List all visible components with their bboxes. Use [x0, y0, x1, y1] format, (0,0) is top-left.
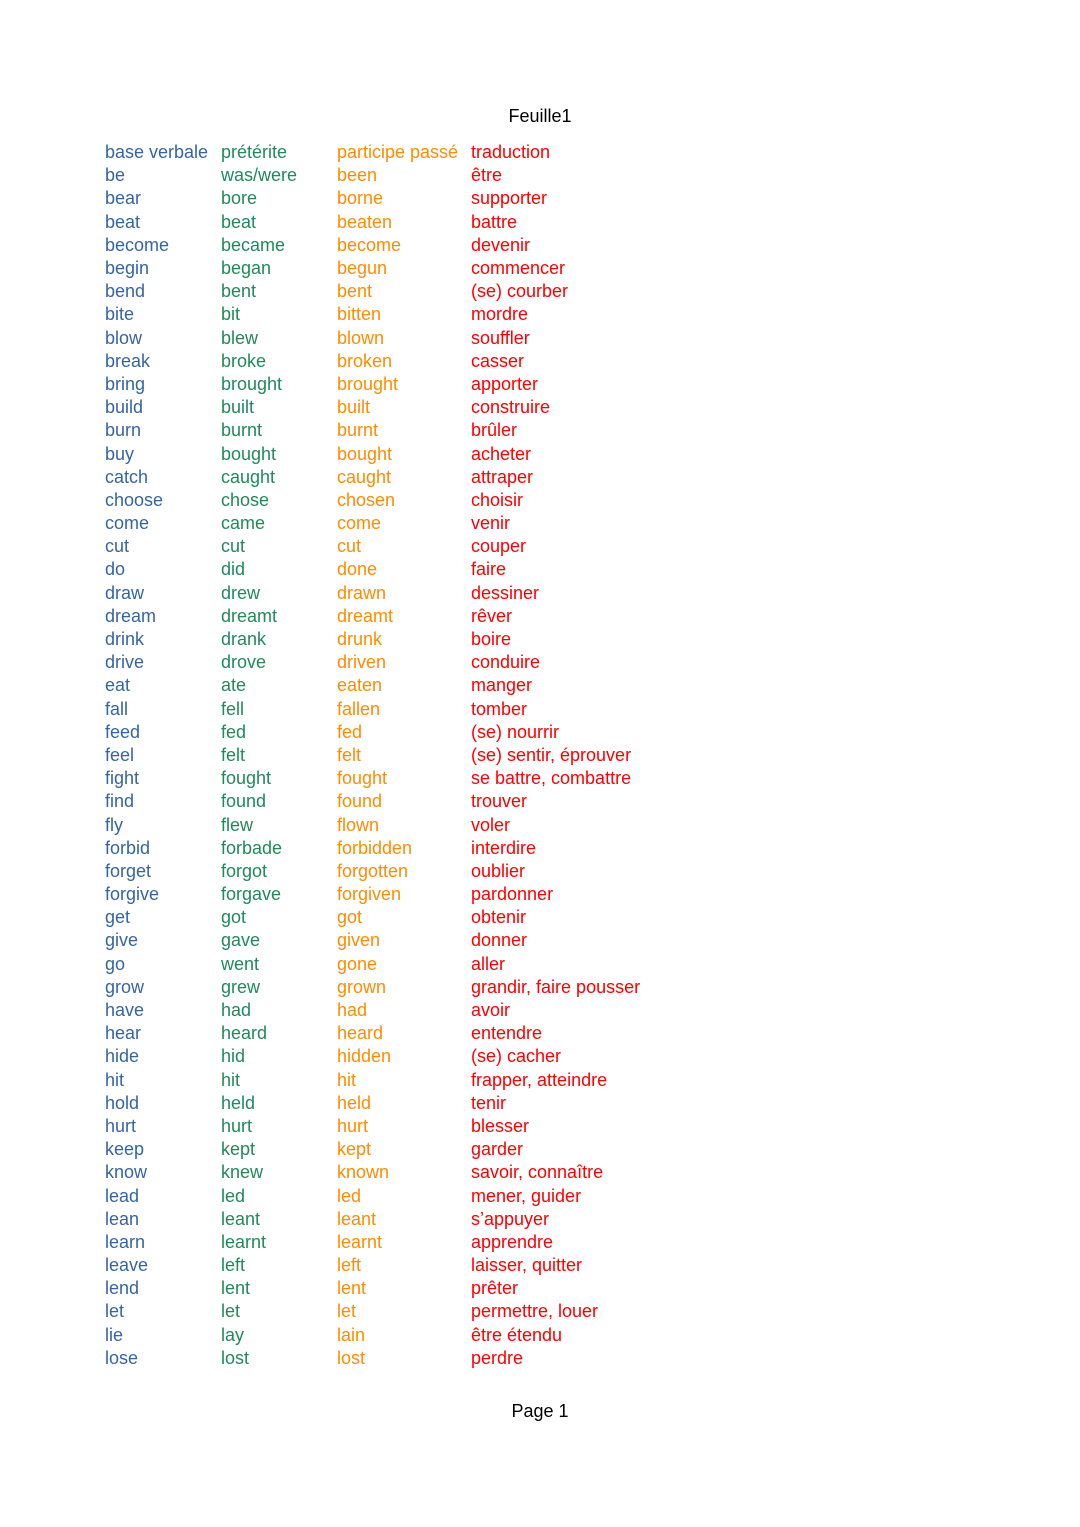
cell-base-verbale: drive: [105, 652, 145, 673]
cell-preterite: found: [221, 791, 267, 812]
cell-preterite: bit: [221, 304, 241, 325]
cell-participe-passe: been: [337, 165, 378, 186]
cell-preterite: leant: [221, 1208, 261, 1229]
table-row: [105, 350, 771, 373]
table-row: [105, 1184, 771, 1207]
table-row: [105, 1324, 771, 1347]
cell-traduction: grandir, faire pousser: [471, 976, 641, 997]
cell-base-verbale: come: [105, 513, 150, 534]
table-row: [105, 790, 771, 813]
cell-preterite: grew: [221, 976, 261, 997]
cell-preterite: began: [221, 258, 272, 279]
cell-participe-passe: built: [337, 397, 371, 418]
table-row: [105, 582, 771, 605]
cell-preterite: chose: [221, 489, 270, 510]
cell-traduction: battre: [471, 211, 518, 232]
cell-preterite: broke: [221, 350, 267, 371]
cell-preterite: held: [221, 1092, 256, 1113]
cell-base-verbale: forget: [105, 860, 152, 881]
cell-preterite: bent: [221, 281, 257, 302]
table-row: [105, 1231, 771, 1254]
cell-traduction: acheter: [471, 443, 532, 464]
cell-base-verbale: cut: [105, 536, 130, 557]
table-row: [105, 698, 771, 721]
cell-participe-passe: done: [337, 559, 378, 580]
cell-base-verbale: lean: [105, 1208, 140, 1229]
table-row: [105, 953, 771, 976]
table-row: [105, 373, 771, 396]
cell-preterite: lay: [221, 1324, 245, 1345]
cell-base-verbale: dream: [105, 605, 157, 626]
cell-preterite: came: [221, 513, 266, 534]
cell-traduction: s’appuyer: [471, 1208, 550, 1229]
cell-base-verbale: beat: [105, 211, 141, 232]
cell-participe-passe: learnt: [337, 1231, 383, 1252]
cell-participe-passe: grown: [337, 976, 387, 997]
cell-participe-passe: hit: [337, 1069, 357, 1090]
cell-base-verbale: fight: [105, 768, 140, 789]
verb-rows: [105, 164, 771, 1370]
cell-base-verbale: hurt: [105, 1115, 137, 1136]
table-row: [105, 512, 771, 535]
table-row: [105, 1254, 771, 1277]
table-row: [105, 1138, 771, 1161]
cell-traduction: savoir, connaître: [471, 1162, 604, 1183]
cell-preterite: blew: [221, 327, 259, 348]
cell-participe-passe: left: [337, 1255, 362, 1276]
table-row: [105, 1069, 771, 1092]
cell-base-verbale: fall: [105, 698, 129, 719]
cell-base-verbale: get: [105, 907, 131, 928]
table-row: [105, 187, 771, 210]
cell-participe-passe: dreamt: [337, 605, 394, 626]
cell-participe-passe: cut: [337, 536, 362, 557]
cell-participe-passe: begun: [337, 258, 388, 279]
table-row: [105, 999, 771, 1022]
cell-participe-passe: come: [337, 513, 382, 534]
cell-participe-passe: fallen: [337, 698, 381, 719]
cell-base-verbale: let: [105, 1301, 125, 1322]
cell-traduction: (se) nourrir: [471, 721, 560, 742]
cell-traduction: avoir: [471, 1000, 511, 1021]
cell-preterite: learnt: [221, 1231, 267, 1252]
table-row: [105, 744, 771, 767]
cell-participe-passe: broken: [337, 350, 393, 371]
cell-traduction: trouver: [471, 791, 528, 812]
cell-traduction: être: [471, 165, 503, 186]
cell-base-verbale: bring: [105, 373, 146, 394]
cell-base-verbale: begin: [105, 258, 150, 279]
cell-traduction: mordre: [471, 304, 529, 325]
table-row: [105, 767, 771, 790]
cell-preterite: drove: [221, 652, 267, 673]
table-row: [105, 906, 771, 929]
cell-participe-passe: let: [337, 1301, 357, 1322]
cell-preterite: forgave: [221, 884, 282, 905]
table-row: [105, 721, 771, 744]
cell-traduction: supporter: [471, 188, 548, 209]
cell-preterite: bore: [221, 188, 258, 209]
cell-preterite: heard: [221, 1023, 268, 1044]
table-row: [105, 605, 771, 628]
cell-preterite: beat: [221, 211, 257, 232]
table-row: [105, 929, 771, 952]
cell-base-verbale: hold: [105, 1092, 140, 1113]
cell-participe-passe: found: [337, 791, 383, 812]
cell-participe-passe: driven: [337, 652, 387, 673]
cell-participe-passe: hidden: [337, 1046, 392, 1067]
cell-traduction: entendre: [471, 1023, 543, 1044]
cell-base-verbale: blow: [105, 327, 143, 348]
cell-preterite: gave: [221, 930, 261, 951]
cell-traduction: couper: [471, 536, 527, 557]
cell-preterite: knew: [221, 1162, 264, 1183]
cell-preterite: got: [221, 907, 247, 928]
cell-base-verbale: give: [105, 930, 139, 951]
table-row: [105, 651, 771, 674]
cell-base-verbale: keep: [105, 1139, 145, 1160]
cell-traduction: casser: [471, 350, 525, 371]
cell-traduction: dessiner: [471, 582, 540, 603]
cell-base-verbale: break: [105, 350, 151, 371]
header-base-verbale: base verbale: [105, 142, 209, 163]
cell-traduction: blesser: [471, 1115, 530, 1136]
cell-traduction: laisser, quitter: [471, 1255, 583, 1276]
cell-preterite: lost: [221, 1347, 250, 1368]
table-row: [105, 257, 771, 280]
cell-preterite: caught: [221, 466, 276, 487]
table-row: [105, 883, 771, 906]
cell-traduction: devenir: [471, 234, 531, 255]
cell-traduction: interdire: [471, 837, 537, 858]
cell-preterite: kept: [221, 1139, 256, 1160]
cell-base-verbale: feel: [105, 744, 135, 765]
cell-traduction: manger: [471, 675, 533, 696]
cell-participe-passe: held: [337, 1092, 372, 1113]
cell-base-verbale: drink: [105, 629, 145, 650]
table-row: [105, 628, 771, 651]
cell-participe-passe: forgotten: [337, 860, 409, 881]
table-row: [105, 1161, 771, 1184]
cell-traduction: être étendu: [471, 1324, 563, 1345]
cell-base-verbale: forgive: [105, 884, 160, 905]
cell-base-verbale: eat: [105, 675, 131, 696]
table-row: [105, 164, 771, 187]
cell-preterite: flew: [221, 814, 254, 835]
table-row: [105, 837, 771, 860]
sheet-title: Feuille1: [508, 106, 572, 126]
cell-traduction: mener, guider: [471, 1185, 582, 1206]
cell-traduction: voler: [471, 814, 511, 835]
table-row: [105, 234, 771, 257]
cell-participe-passe: forgiven: [337, 884, 402, 905]
cell-base-verbale: hide: [105, 1046, 140, 1067]
cell-base-verbale: draw: [105, 582, 145, 603]
cell-traduction: donner: [471, 930, 528, 951]
cell-preterite: let: [221, 1301, 241, 1322]
cell-participe-passe: eaten: [337, 675, 383, 696]
cell-base-verbale: leave: [105, 1255, 149, 1276]
cell-participe-passe: bitten: [337, 304, 382, 325]
table-row: [105, 1300, 771, 1323]
cell-traduction: garder: [471, 1139, 524, 1160]
cell-base-verbale: bend: [105, 281, 146, 302]
cell-base-verbale: lie: [105, 1324, 124, 1345]
table-row: [105, 674, 771, 697]
cell-preterite: forgot: [221, 860, 268, 881]
cell-preterite: had: [221, 1000, 252, 1021]
cell-traduction: faire: [471, 559, 507, 580]
cell-participe-passe: forbidden: [337, 837, 413, 858]
table-row: [105, 860, 771, 883]
cell-participe-passe: hurt: [337, 1115, 369, 1136]
cell-base-verbale: learn: [105, 1231, 146, 1252]
cell-preterite: dreamt: [221, 605, 278, 626]
cell-traduction: tomber: [471, 698, 528, 719]
cell-base-verbale: hear: [105, 1023, 142, 1044]
cell-base-verbale: become: [105, 234, 170, 255]
cell-preterite: brought: [221, 373, 283, 394]
cell-base-verbale: go: [105, 953, 126, 974]
cell-participe-passe: kept: [337, 1139, 372, 1160]
cell-base-verbale: lose: [105, 1347, 139, 1368]
table-row: [105, 1347, 771, 1370]
cell-participe-passe: fed: [337, 721, 363, 742]
cell-base-verbale: find: [105, 791, 135, 812]
table-row: [105, 211, 771, 234]
table-row: [105, 280, 771, 303]
header-traduction: traduction: [471, 142, 551, 163]
cell-preterite: hid: [221, 1046, 246, 1067]
cell-preterite: bought: [221, 443, 277, 464]
cell-participe-passe: led: [337, 1185, 362, 1206]
cell-participe-passe: drunk: [337, 629, 383, 650]
cell-preterite: lent: [221, 1278, 251, 1299]
cell-traduction: frapper, atteindre: [471, 1069, 608, 1090]
cell-preterite: drank: [221, 629, 267, 650]
cell-preterite: did: [221, 559, 246, 580]
header-participe-passe: participe passé: [337, 142, 459, 163]
cell-preterite: cut: [221, 536, 246, 557]
cell-participe-passe: bent: [337, 281, 373, 302]
cell-base-verbale: bear: [105, 188, 142, 209]
cell-preterite: led: [221, 1185, 246, 1206]
cell-base-verbale: do: [105, 559, 126, 580]
cell-participe-passe: had: [337, 1000, 368, 1021]
cell-participe-passe: gone: [337, 953, 378, 974]
cell-traduction: prêter: [471, 1278, 519, 1299]
page-number: Page 1: [511, 1401, 569, 1421]
cell-traduction: aller: [471, 953, 506, 974]
cell-traduction: souffler: [471, 327, 530, 348]
cell-participe-passe: caught: [337, 466, 392, 487]
cell-traduction: brûler: [471, 420, 518, 441]
cell-base-verbale: feed: [105, 721, 141, 742]
cell-base-verbale: build: [105, 397, 144, 418]
cell-preterite: burnt: [221, 420, 263, 441]
cell-traduction: venir: [471, 513, 511, 534]
cell-preterite: went: [221, 953, 260, 974]
cell-base-verbale: catch: [105, 466, 149, 487]
table-row: [105, 976, 771, 999]
cell-traduction: tenir: [471, 1092, 507, 1113]
cell-preterite: ate: [221, 675, 247, 696]
cell-participe-passe: heard: [337, 1023, 384, 1044]
cell-base-verbale: forbid: [105, 837, 151, 858]
cell-participe-passe: leant: [337, 1208, 377, 1229]
cell-base-verbale: have: [105, 1000, 145, 1021]
cell-traduction: apprendre: [471, 1231, 554, 1252]
table-row: [105, 1277, 771, 1300]
table-row: [105, 327, 771, 350]
cell-traduction: choisir: [471, 489, 524, 510]
table-row: [105, 396, 771, 419]
cell-preterite: felt: [221, 744, 246, 765]
cell-traduction: (se) sentir, éprouver: [471, 744, 632, 765]
table-row: [105, 303, 771, 326]
cell-participe-passe: brought: [337, 373, 399, 394]
table-row: [105, 1115, 771, 1138]
cell-participe-passe: lain: [337, 1324, 366, 1345]
cell-participe-passe: chosen: [337, 489, 396, 510]
cell-preterite: left: [221, 1255, 246, 1276]
cell-base-verbale: choose: [105, 489, 164, 510]
cell-preterite: hurt: [221, 1115, 253, 1136]
cell-participe-passe: lost: [337, 1347, 366, 1368]
cell-preterite: became: [221, 234, 286, 255]
cell-participe-passe: given: [337, 930, 381, 951]
cell-participe-passe: flown: [337, 814, 380, 835]
cell-traduction: attraper: [471, 466, 534, 487]
irregular-verbs-table: [105, 141, 771, 1370]
cell-traduction: permettre, louer: [471, 1301, 599, 1322]
table-row: [105, 466, 771, 489]
header-preterite: prétérite: [221, 142, 288, 163]
cell-traduction: (se) cacher: [471, 1046, 562, 1067]
cell-traduction: commencer: [471, 258, 566, 279]
cell-base-verbale: lend: [105, 1278, 140, 1299]
cell-base-verbale: buy: [105, 443, 135, 464]
table-row: [105, 813, 771, 836]
cell-traduction: se battre, combattre: [471, 768, 632, 789]
cell-participe-passe: blown: [337, 327, 385, 348]
cell-participe-passe: fought: [337, 768, 388, 789]
cell-participe-passe: burnt: [337, 420, 379, 441]
cell-traduction: pardonner: [471, 884, 554, 905]
cell-participe-passe: borne: [337, 188, 384, 209]
table-row: [105, 1022, 771, 1045]
table-row: [105, 535, 771, 558]
table-row: [105, 1045, 771, 1068]
cell-participe-passe: felt: [337, 744, 362, 765]
cell-participe-passe: bought: [337, 443, 393, 464]
table-row: [105, 419, 771, 442]
cell-base-verbale: fly: [105, 814, 123, 835]
cell-traduction: obtenir: [471, 907, 527, 928]
table-header-row: [105, 141, 771, 164]
cell-participe-passe: beaten: [337, 211, 393, 232]
cell-preterite: was/were: [221, 165, 298, 186]
table-row: [105, 1208, 771, 1231]
cell-base-verbale: know: [105, 1162, 148, 1183]
table-row: [105, 558, 771, 581]
cell-participe-passe: got: [337, 907, 363, 928]
cell-traduction: boire: [471, 629, 512, 650]
cell-base-verbale: be: [105, 165, 126, 186]
table-row: [105, 1092, 771, 1115]
cell-traduction: perdre: [471, 1347, 524, 1368]
cell-base-verbale: lead: [105, 1185, 140, 1206]
cell-traduction: apporter: [471, 373, 539, 394]
cell-base-verbale: grow: [105, 976, 145, 997]
cell-preterite: forbade: [221, 837, 283, 858]
table-row: [105, 489, 771, 512]
cell-traduction: oublier: [471, 860, 526, 881]
cell-traduction: construire: [471, 397, 551, 418]
cell-participe-passe: become: [337, 234, 402, 255]
cell-base-verbale: burn: [105, 420, 142, 441]
cell-preterite: fed: [221, 721, 247, 742]
cell-base-verbale: bite: [105, 304, 135, 325]
cell-participe-passe: lent: [337, 1278, 367, 1299]
cell-traduction: conduire: [471, 652, 541, 673]
table-row: [105, 442, 771, 465]
cell-preterite: drew: [221, 582, 261, 603]
cell-participe-passe: known: [337, 1162, 390, 1183]
cell-base-verbale: hit: [105, 1069, 125, 1090]
cell-preterite: built: [221, 397, 255, 418]
cell-preterite: hit: [221, 1069, 241, 1090]
cell-preterite: fell: [221, 698, 245, 719]
cell-traduction: rêver: [471, 605, 513, 626]
cell-participe-passe: drawn: [337, 582, 387, 603]
cell-traduction: (se) courber: [471, 281, 569, 302]
cell-preterite: fought: [221, 768, 272, 789]
